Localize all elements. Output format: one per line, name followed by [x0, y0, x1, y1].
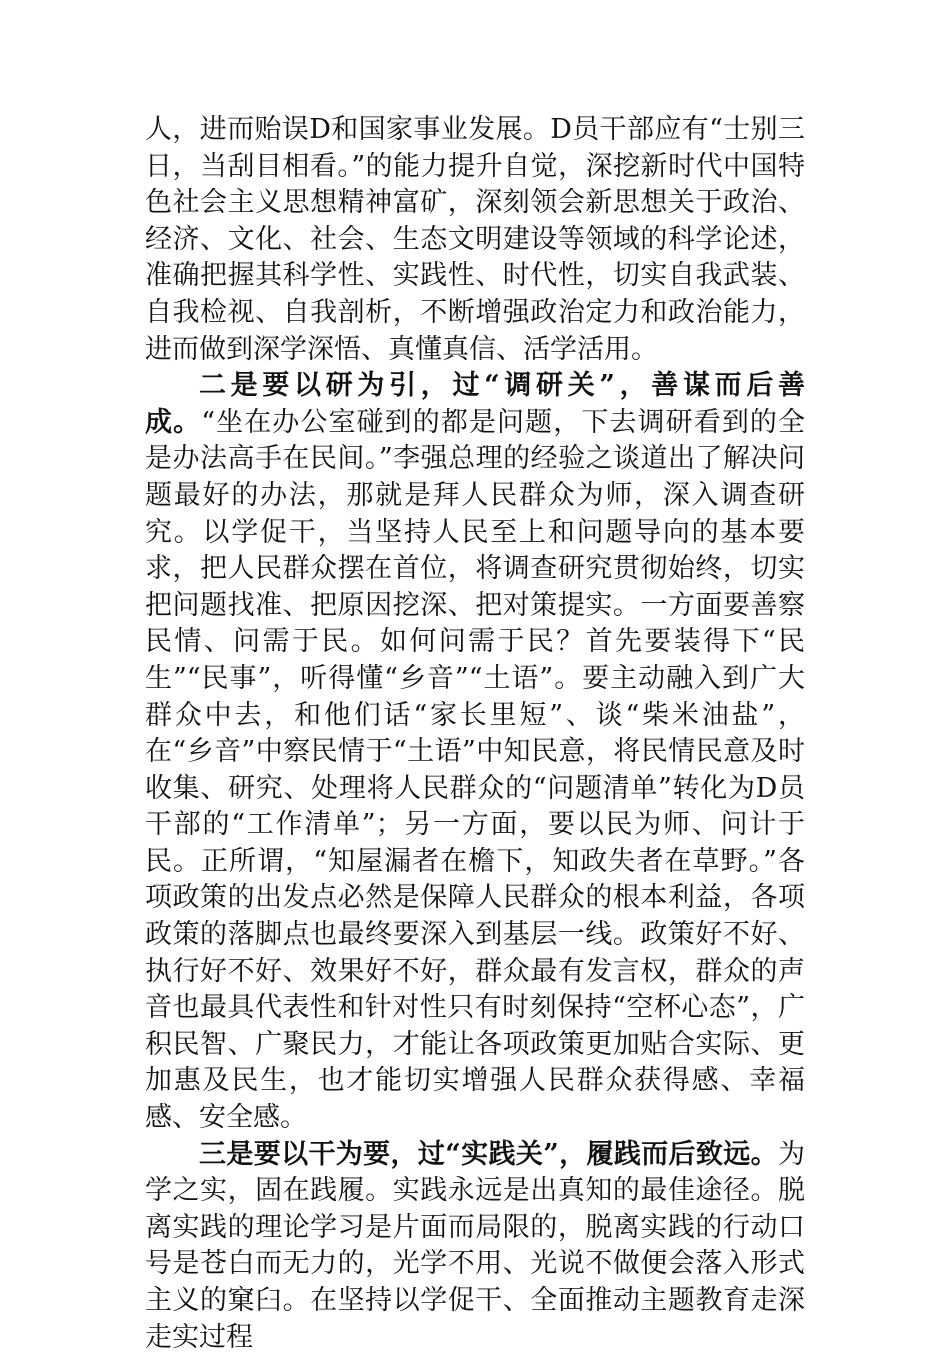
paragraph-2-text: “坐在办公室碰到的都是问题，下去调研看到的全是办法高手在民间。”李强总理的经验之谈道出了解决问题最好的办法，那就是拜人民群众为师，深入调查研究。以学促干，当坚持人民至上和问题导向的基本要求，把人民群众摆在首位，将调查研究贯彻始终，切实把问题找准、把原因挖深、把对策提实。一方面要善察民情、问需于民。如何问需于民？首先要装得下“民生”“民事”，听得懂“乡音”“土语”。要主动融入到广大群众中去，和他们话“家长里短”、谈“柴米油盐”，在“乡音”中察民情于“土语”中知民意，将民情民意及时收集、研究、处理将人民群众的“问题清单”转化为D员干部的“工作清单”；另一方面，要以民为师、问计于民。正所谓，“知屋漏者在檐下，知政失者在草野。”各项政策的出发点必然是保障人民群众的根本利益，各项政策的落脚点也最终要深入到基层一线。政策好不好、执行好不好、效果好不好，群众最有发言权，群众的声音也最具代表性和针对性只有时刻保持“空杯心态”，广积民智、广聚民力，才能让各项政策更加贴合实际、更加惠及民生，也才能切实增强人民群众获得感、幸福感、安全感。 — [145, 406, 806, 1134]
paragraph-1 — [145, 112, 805, 368]
document-page — [145, 112, 805, 1356]
paragraph-2 — [145, 368, 805, 1136]
paragraph-3 — [145, 1137, 805, 1356]
paragraph-1-text: 人，进而贻误D和国家事业发展。D员干部应有“士别三日，当刮目相看。”的能力提升自觉，深挖新时代中国特色社会主义思想精神富矿，深刻领会新思想关于政治、经济、文化、社会、生态文明建设等领域的科学论述，准确把握其科学性、实践性、时代性，切实自我武装、自我检视、自我剖析，不断增强政治定力和政治能力，进而做到深学深悟、真懂真信、活学活用。 — [145, 114, 805, 365]
paragraph-2-lead: 二是要以研为引，过“调研关”，善谋而后善成。 — [145, 370, 805, 438]
paragraph-3-text: 为学之实，固在践履。实践永远是出真知的最佳途径。脱离实践的理论学习是片面而局限的，脱离实践的行动口号是苍白而无力的，光学不用、光说不做便会落入形式主义的窠臼。在坚持以学促干、全面推动主题教育走深走实过程 — [145, 1138, 805, 1353]
paragraph-3-lead: 三是要以干为要，过“实践关”，履践而后致远。 — [199, 1138, 778, 1170]
